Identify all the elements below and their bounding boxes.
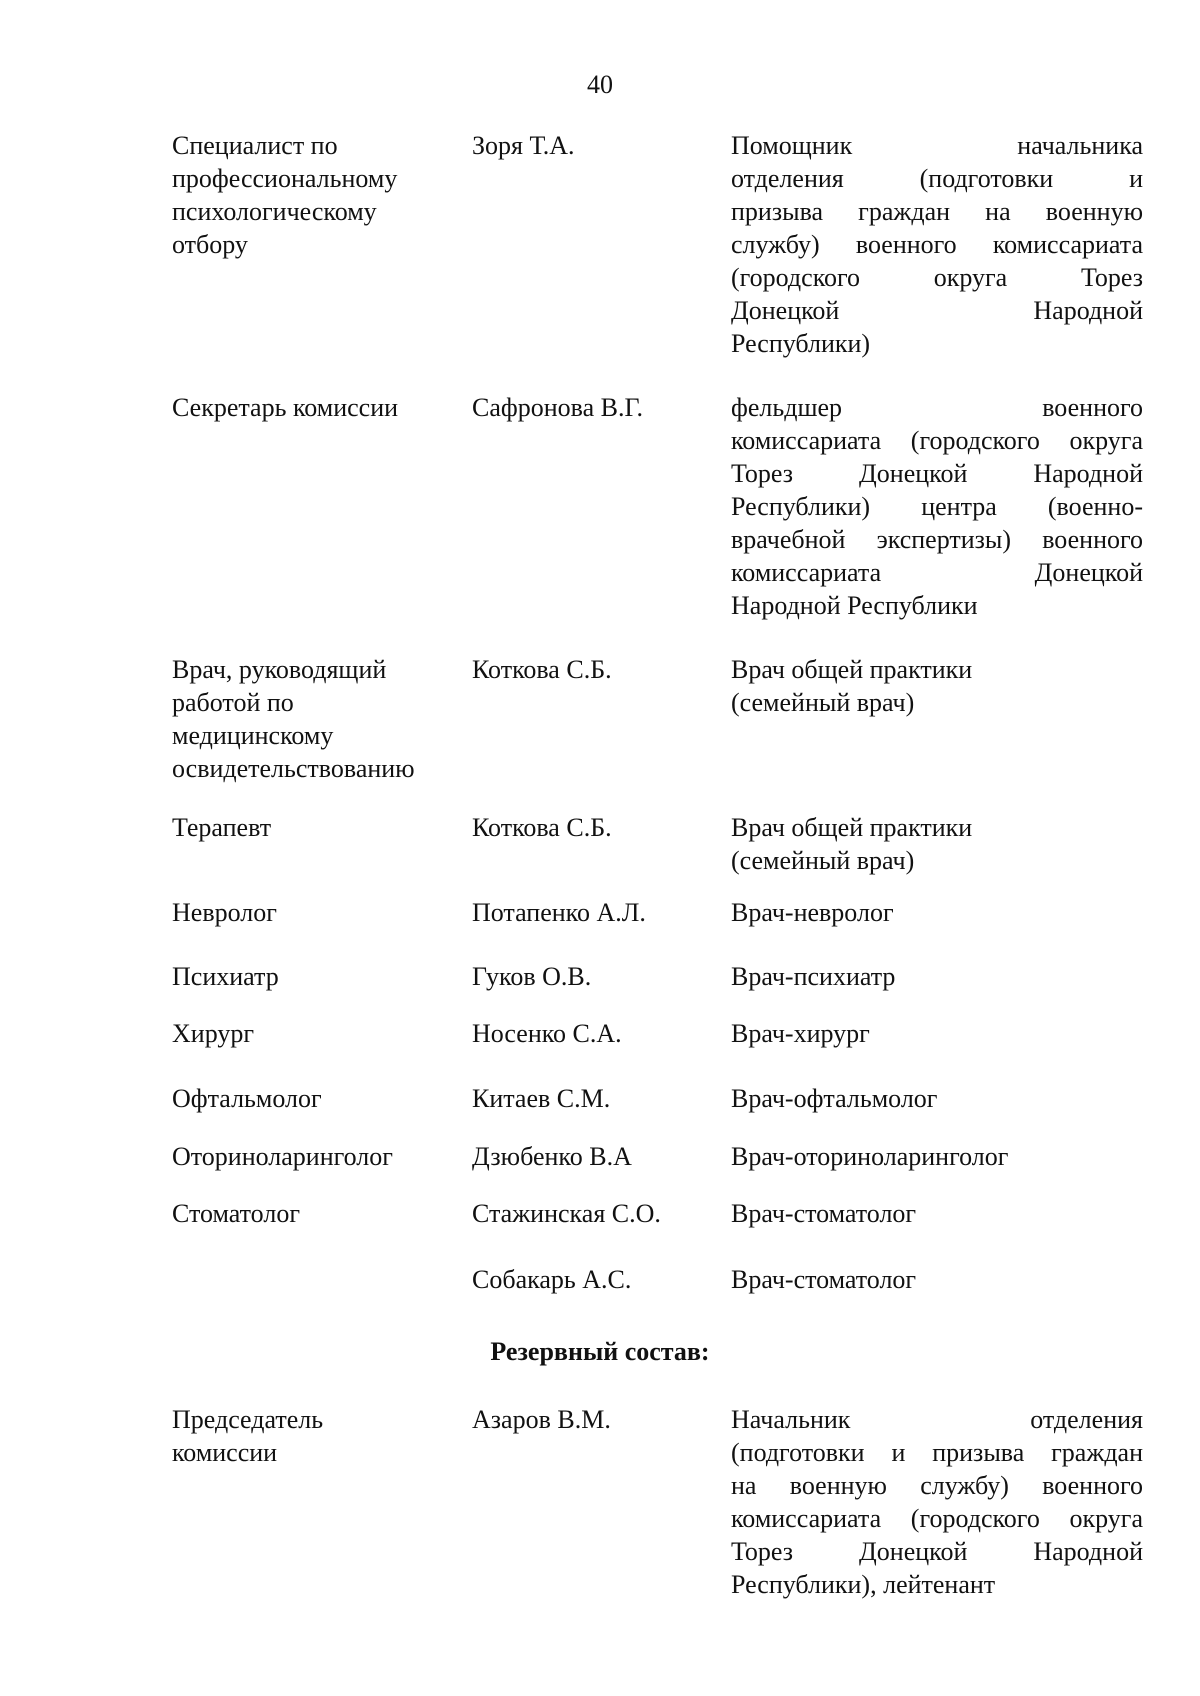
member-name: Гуков О.В. [472,962,592,991]
member-name: Носенко С.А. [472,1019,622,1048]
member-role: Терапевт [172,813,272,842]
member-role: Невролог [172,898,277,927]
member-position: Начальник отделения (подготовки и призыва граждан на военную службу) военного комиссариата (городского округа Торез Донецкой Народной Республики), лейтенант [731,1405,1143,1599]
member-position: Врач-хирург [731,1019,870,1048]
member-role: Хирург [172,1019,255,1048]
member-name: Стажинская С.О. [472,1199,661,1228]
member-role: Председатель комиссии [172,1405,324,1467]
member-role: Врач, руководящий работой по медицинскому освидетельствованию [172,655,415,783]
member-role: Офтальмолог [172,1084,322,1113]
member-role: Стоматолог [172,1199,300,1228]
member-name: Дзюбенко В.А [472,1142,632,1171]
member-position: Врач-офтальмолог [731,1084,938,1113]
member-position: фельдшер военного комиссариата (городского округа Торез Донецкой Народной Республики) центра (военно- врачебной экспертизы) военного комиссариата Донецкой Народной Республики [731,393,1143,620]
member-position: Врач-невролог [731,898,894,927]
member-name: Собакарь А.С. [472,1265,632,1294]
member-name: Коткова С.Б. [472,813,612,842]
member-role: Секретарь комиссии [172,393,399,422]
member-name: Коткова С.Б. [472,655,612,684]
member-role: Оториноларинголог [172,1142,393,1171]
page-number: 40 [587,70,613,99]
member-position: Врач общей практики (семейный врач) [731,813,973,875]
member-position: Врач-оториноларинголог [731,1142,1009,1171]
member-position: Врач общей практики (семейный врач) [731,655,973,717]
member-role: Специалист по профессиональному психологическому отбору [172,131,398,259]
member-position: Помощник начальника отделения (подготовки и призыва граждан на военную службу) военного комиссариата (городского округа Торез Донецкой Народной Республики) [731,131,1143,358]
member-name: Китаев С.М. [472,1084,611,1113]
member-name: Потапенко А.Л. [472,898,646,927]
member-name: Сафронова В.Г. [472,393,644,422]
member-position: Врач-стоматолог [731,1199,917,1228]
member-position: Врач-психиатр [731,962,896,991]
member-position: Врач-стоматолог [731,1265,917,1294]
reserve-section-heading: Резервный состав: [490,1337,710,1366]
member-name: Азаров В.М. [472,1405,611,1434]
member-name: Зоря Т.А. [472,131,575,160]
member-role: Психиатр [172,962,279,991]
